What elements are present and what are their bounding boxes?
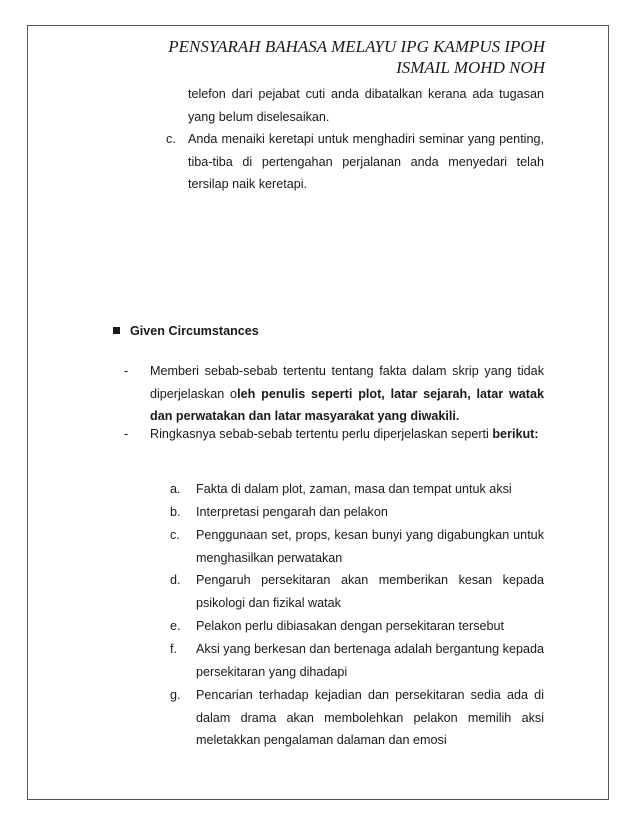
dash-bullet-2: - xyxy=(124,427,129,441)
item-c-line-2: tiba-tiba di pertengahan perjalanan anda menyedari telah xyxy=(188,154,544,169)
list-item-g-text: Pencarian terhadap kejadian dan persekitaran sedia ada di dalam drama akan membolehkan pelakon memilih aksi meletakkan pengalaman dalaman dan emosi xyxy=(196,688,544,747)
list-item-a-letter: a. xyxy=(170,482,181,496)
list-item-b-letter: b. xyxy=(170,505,181,519)
item-c-text xyxy=(188,128,544,196)
list-item-e-letter: e. xyxy=(170,619,181,633)
header-line-1: PENSYARAH BAHASA MELAYU IPG KAMPUS IPOH xyxy=(168,37,545,56)
list-item-b-text: Interpretasi pengarah dan pelakon xyxy=(196,505,388,519)
list-item-d-letter: d. xyxy=(170,573,181,587)
list-item-d-text: Pengaruh persekitaran akan memberikan kesan kepada psikologi dan fizikal watak xyxy=(196,573,544,610)
section-heading: Given Circumstances xyxy=(130,324,259,338)
point-1-bold: leh penulis seperti plot, latar sejarah, latar watak dan perwatakan dan latar masyarakat yang diwakili. xyxy=(150,386,545,423)
point-2-bold: berikut: xyxy=(492,427,539,441)
list-item-f-letter: f. xyxy=(170,642,177,656)
list-item-c-text: Penggunaan set, props, kesan bunyi yang digabungkan untuk menghasilkan perwatakan xyxy=(196,528,544,565)
list-item-a-text: Fakta di dalam plot, zaman, masa dan tempat untuk aksi xyxy=(196,482,512,496)
list-item-f-text: Aksi yang berkesan dan bertenaga adalah bergantung kepada persekitaran yang dihadapi xyxy=(196,642,544,679)
page-header xyxy=(168,36,545,78)
list-item-e-text: Pelakon perlu dibiasakan dengan persekitaran tersebut xyxy=(196,619,505,633)
continuation-paragraph: telefon dari pejabat cuti anda dibatalkan kerana ada tugasan yang belum diselesaikan. xyxy=(188,87,544,124)
point-2-paragraph xyxy=(150,423,544,446)
item-c-letter: c. xyxy=(166,132,176,146)
header-line-2: ISMAIL MOHD NOH xyxy=(396,58,545,77)
point-2-plain: Ringkasnya sebab-sebab tertentu perlu diperjelaskan seperti xyxy=(150,427,493,441)
item-c-line-3: tersilap naik keretapi. xyxy=(188,177,308,191)
point-1-plain: Memberi sebab-sebab tertentu tentang fakta dalam skrip yang tidak diperjelaskan o xyxy=(150,364,544,401)
square-bullet-icon xyxy=(113,327,120,334)
list-item-g-letter: g. xyxy=(170,688,181,702)
list-item-c-letter: c. xyxy=(170,528,180,542)
dash-bullet-1: - xyxy=(124,364,129,378)
section-heading-row xyxy=(113,320,259,342)
point-1-paragraph xyxy=(150,360,544,428)
item-c-line-1: Anda menaiki keretapi untuk menghadiri seminar yang penting, xyxy=(188,132,544,146)
